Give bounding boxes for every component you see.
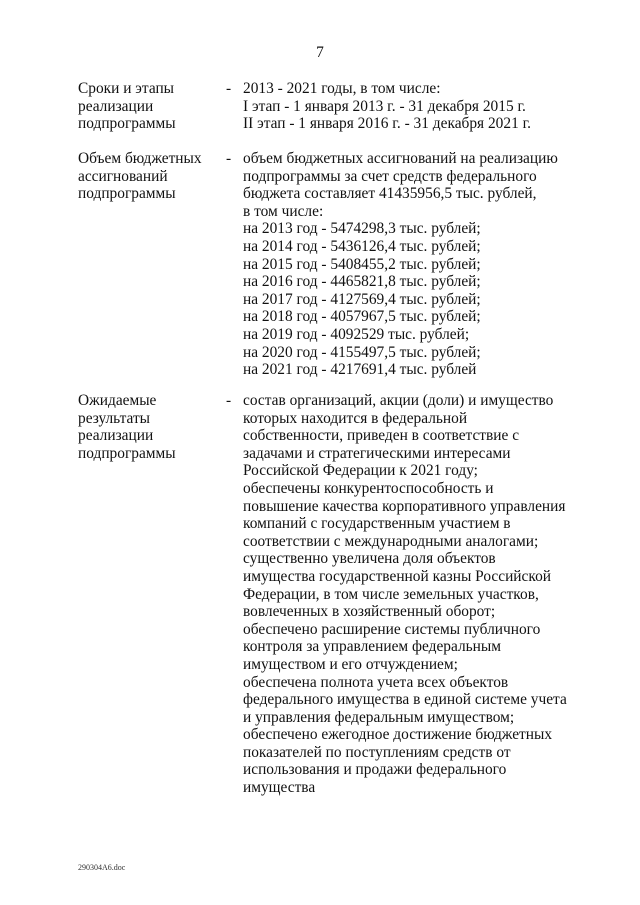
content-line: на 2018 год - 4057967,5 тыс. рублей; bbox=[243, 308, 481, 326]
label-line: подпрограммы bbox=[78, 444, 176, 462]
content-line: в том числе: bbox=[243, 202, 324, 220]
content-line: на 2020 год - 4155497,5 тыс. рублей; bbox=[243, 343, 481, 361]
section-label bbox=[78, 392, 218, 462]
content-line: федерального имущества в единой системе учета bbox=[243, 691, 567, 709]
content-line: вовлеченных в хозяйственный оборот; bbox=[243, 603, 496, 621]
content-line: 2013 - 2021 годы, в том числе: bbox=[243, 80, 441, 97]
content-line: использования и продажи федерального bbox=[243, 761, 507, 779]
label-line: реализации bbox=[78, 427, 154, 445]
content-line: на 2014 год - 5436126,4 тыс. рублей; bbox=[243, 237, 481, 255]
label-line: ассигнований bbox=[78, 167, 168, 185]
label-line: Ожидаемые bbox=[78, 392, 157, 409]
content-line: на 2017 год - 4127569,4 тыс. рублей; bbox=[243, 290, 481, 308]
section-label bbox=[78, 150, 218, 203]
content-line: контроля за управлением федеральным bbox=[243, 638, 501, 656]
content-line: на 2016 год - 4465821,8 тыс. рублей; bbox=[243, 273, 481, 291]
content-line: Российской Федерации к 2021 году; bbox=[243, 462, 478, 480]
label-line: Сроки и этапы bbox=[78, 80, 175, 97]
content-line: собственности, приведен в соответствие с bbox=[243, 427, 520, 445]
content-line: на 2019 год - 4092529 тыс. рублей; bbox=[243, 325, 470, 343]
content-line: обеспечено ежегодное достижение бюджетных bbox=[243, 726, 553, 744]
content-line: которых находится в федеральной bbox=[243, 409, 468, 427]
content-line: I этап - 1 января 2013 г. - 31 декабря 2015 г. bbox=[243, 97, 526, 115]
content-line: II этап - 1 января 2016 г. - 31 декабря 2021 г. bbox=[243, 115, 532, 133]
content-line: состав организаций, акции (доли) и имущество bbox=[243, 392, 554, 409]
section-label bbox=[78, 80, 218, 133]
label-line: реализации bbox=[78, 97, 154, 115]
label-line: подпрограммы bbox=[78, 115, 176, 133]
content-line: имущества государственной казны Российской bbox=[243, 567, 551, 585]
content-line: обеспечено расширение системы публичного bbox=[243, 620, 541, 638]
section-content bbox=[243, 80, 573, 133]
label-line: результаты bbox=[78, 409, 151, 427]
content-line: имуществом и его отчуждением; bbox=[243, 655, 458, 673]
content-line: и управления федеральным имуществом; bbox=[243, 708, 515, 726]
content-line: соответствии с международными аналогами; bbox=[243, 532, 539, 550]
dash: - bbox=[226, 150, 232, 167]
page-number: 7 bbox=[316, 44, 324, 61]
content-line: существенно увеличена доля объектов bbox=[243, 550, 496, 568]
section-content bbox=[243, 392, 573, 797]
content-line: на 2021 год - 4217691,4 тыс. рублей bbox=[243, 361, 477, 379]
content-line: задачами и стратегическими интересами bbox=[243, 444, 511, 462]
content-line: бюджета составляет 41435956,5 тыс. рублей, bbox=[243, 185, 537, 203]
file-name-footer: 290304A6.doc bbox=[78, 863, 126, 872]
label-line: Объем бюджетных bbox=[78, 150, 202, 167]
content-line: Федерации, в том числе земельных участков, bbox=[243, 585, 539, 603]
content-line: на 2013 год - 5474298,3 тыс. рублей; bbox=[243, 220, 481, 238]
content-line: имущества bbox=[243, 779, 316, 797]
content-line: обеспечены конкурентоспособность и bbox=[243, 479, 494, 497]
dash: - bbox=[226, 80, 232, 97]
label-line: подпрограммы bbox=[78, 185, 176, 203]
content-line: повышение качества корпоративного управления bbox=[243, 497, 566, 515]
dash: - bbox=[226, 392, 232, 409]
content-line: объем бюджетных ассигнований на реализацию bbox=[243, 150, 558, 167]
section-content bbox=[243, 150, 573, 379]
content-line: обеспечена полнота учета всех объектов bbox=[243, 673, 509, 691]
content-line: компаний с государственным участием в bbox=[243, 515, 511, 533]
content-line: на 2015 год - 5408455,2 тыс. рублей; bbox=[243, 255, 481, 273]
content-line: подпрограммы за счет средств федерального bbox=[243, 167, 537, 185]
content-line: показателей по поступлениям средств от bbox=[243, 743, 511, 761]
